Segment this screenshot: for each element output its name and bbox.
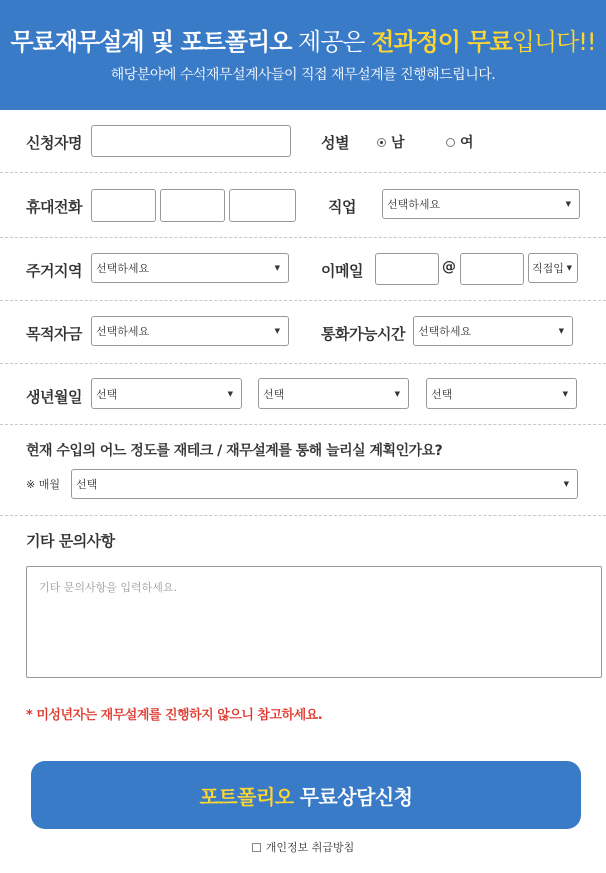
job-select[interactable]: [382, 189, 580, 219]
form-row-purpose: [0, 301, 606, 364]
monthly-select-value: 선택: [76, 478, 98, 491]
form-row-name: [0, 110, 606, 173]
dropdown-arrow-icon: ▼: [558, 327, 564, 335]
birth-month-select[interactable]: [258, 378, 409, 409]
purpose-select[interactable]: [91, 316, 289, 346]
job-label: 직업: [328, 198, 356, 216]
birth-year-select[interactable]: [91, 378, 242, 409]
monthly-label: ※ 매월: [26, 478, 60, 491]
purpose-select-value: 선택하세요: [96, 325, 150, 338]
minor-warning: * 미성년자는 재무설계를 진행하지 않으니 참고하세요.: [26, 708, 323, 723]
region-select-value: 선택하세요: [96, 262, 150, 275]
email-domain-input[interactable]: [460, 253, 524, 285]
header-title-main: 무료재무설계 및 포트폴리오: [10, 28, 292, 56]
gender-female-radio[interactable]: [446, 132, 474, 152]
privacy-policy[interactable]: [0, 839, 606, 855]
name-input[interactable]: [91, 125, 291, 157]
birth-day-value: 선택: [431, 387, 453, 401]
other-inquiry-textarea[interactable]: [26, 566, 602, 678]
radio-selected-icon: [377, 138, 386, 147]
form-row-birth: [0, 364, 606, 425]
submit-button[interactable]: [31, 761, 581, 829]
header-subtitle: 해당분야에 수석재무설계사들이 직접 재무설계를 진행해드립니다.: [110, 67, 496, 83]
email-id-input[interactable]: [375, 253, 439, 285]
calltime-select-value: 선택하세요: [418, 325, 472, 338]
purpose-label: 목적자금: [26, 325, 82, 343]
email-at-sign: @: [442, 259, 456, 275]
investment-question: 현재 수입의 어느 정도를 재테크 / 재무설계를 통해 늘리실 계획인가요?: [26, 443, 443, 459]
form-row-phone: [0, 173, 606, 238]
region-select[interactable]: [91, 253, 289, 283]
name-label: 신청자명: [26, 134, 82, 152]
header-banner: [0, 0, 606, 110]
submit-label: 무료상담신청: [299, 784, 413, 809]
gender-male-radio[interactable]: [377, 132, 405, 152]
job-select-value: 선택하세요: [387, 198, 441, 211]
gender-label: 성별: [321, 134, 349, 152]
monthly-select[interactable]: [71, 469, 578, 499]
submit-highlight: 포트폴리오: [199, 784, 294, 809]
dropdown-arrow-icon: ▼: [566, 264, 572, 272]
header-title-highlight: 전과정이 무료: [371, 28, 512, 56]
dropdown-arrow-icon: ▼: [563, 480, 569, 488]
form-row-region: [0, 238, 606, 301]
header-title: [0, 22, 606, 57]
phone-label: 휴대전화: [26, 198, 82, 216]
email-domain-select-value: 직접입: [532, 262, 564, 275]
email-domain-select[interactable]: [528, 253, 578, 283]
phone-input-2[interactable]: [160, 189, 225, 222]
gender-female-label: 여: [460, 135, 474, 151]
email-label: 이메일: [321, 262, 363, 280]
dropdown-arrow-icon: ▼: [227, 389, 233, 398]
header-title-end: 입니다!!: [511, 28, 596, 56]
privacy-checkbox[interactable]: [252, 843, 261, 852]
phone-input-3[interactable]: [229, 189, 296, 222]
other-inquiry-label: 기타 문의사항: [26, 532, 115, 550]
calltime-label: 통화가능시간: [321, 325, 405, 343]
region-label: 주거지역: [26, 262, 82, 280]
dropdown-arrow-icon: ▼: [562, 389, 568, 398]
radio-unselected-icon: [446, 138, 455, 147]
calltime-select[interactable]: [413, 316, 573, 346]
header-title-mid: 제공은: [291, 28, 372, 56]
birth-label: 생년월일: [26, 388, 82, 406]
gender-male-label: 남: [391, 135, 405, 151]
other-inquiry-placeholder: 기타 문의사항을 입력하세요.: [39, 581, 178, 594]
birth-month-value: 선택: [263, 387, 285, 401]
birth-year-value: 선택: [96, 387, 118, 401]
dropdown-arrow-icon: ▼: [274, 264, 280, 272]
dropdown-arrow-icon: ▼: [394, 389, 400, 398]
dropdown-arrow-icon: ▼: [565, 200, 571, 208]
dropdown-arrow-icon: ▼: [274, 327, 280, 335]
privacy-label: 개인정보 취급방침: [265, 841, 355, 854]
phone-input-1[interactable]: [91, 189, 156, 222]
birth-day-select[interactable]: [426, 378, 577, 409]
